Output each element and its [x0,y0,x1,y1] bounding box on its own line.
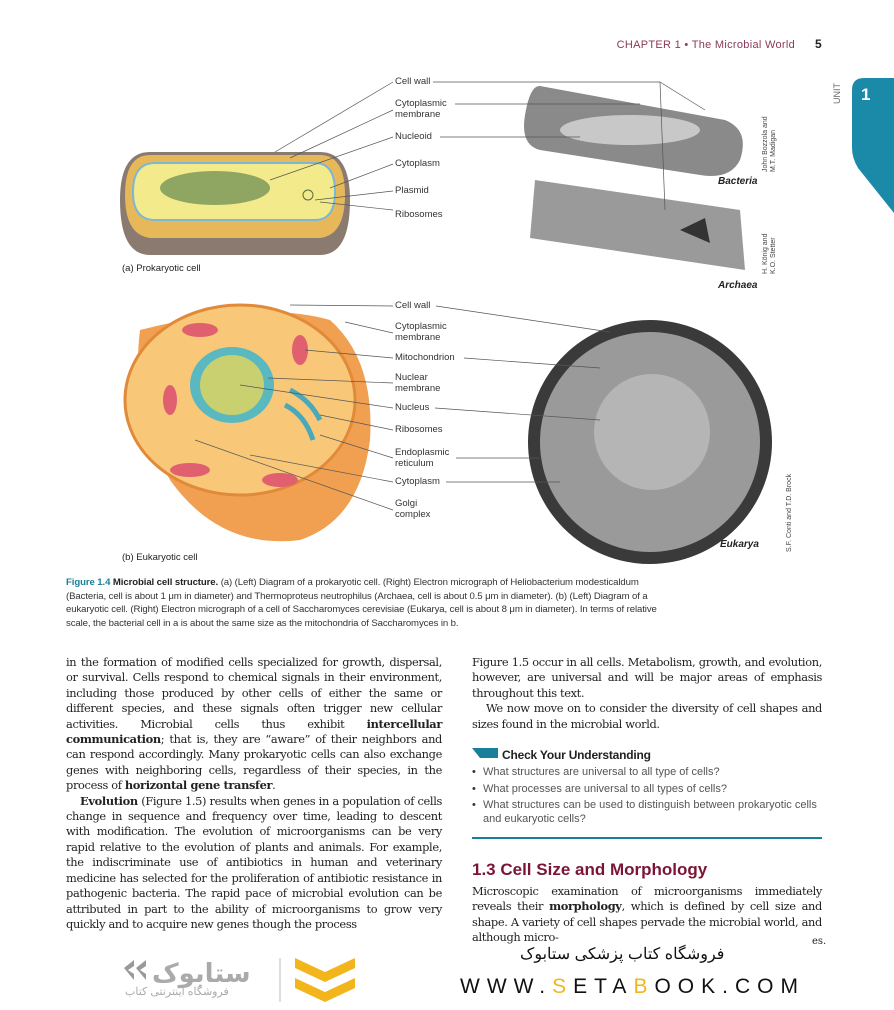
divider [472,837,822,839]
prokaryotic-cell-diagram [120,152,350,255]
key-term: intercellular communication [66,716,442,747]
paragraph: Figure 1.5 occur in all cells. Metabolism, growth, and evolution, however, are universal and will be major areas of emphasis throughout this text. [472,655,822,700]
text: WWW. [460,975,553,998]
label-plasmid: Plasmid [395,185,429,196]
label-endoplasmic-reticulum: Endoplasmic reticulum [395,447,450,469]
section-heading: 1.3 Cell Size and Morphology [472,860,708,879]
paragraph: We now move on to consider the diversity of cell shapes and sizes found in the microbial world. [472,701,822,731]
text: . [272,778,276,793]
text: in the formation of modified cells specialized for growth, dispersal, or survival. Cells respond to chemical signals in their environment, including those produced by other cells of either the same or different species, and these signals often trigger new cellular activities. Microbial cells thus exhibit [66,655,442,731]
page-number: 5 [815,37,822,51]
setabook-logo [120,950,365,1008]
check-title: Check Your Understanding [502,748,651,762]
credit-bacteria: John Bozzola and M.T. Madigan [762,116,777,172]
check-your-understanding [472,748,822,829]
label-nuclear-membrane: Nuclear membrane [395,372,441,394]
key-term: morphology [549,899,622,914]
key-term: horizontal gene transfer [124,778,273,793]
label-golgi-complex: Golgi complex [395,498,431,520]
text: OOK.COM [654,975,805,998]
figure-title: Microbial cell structure. [112,577,219,588]
credit-archaea: H. König and K.O. Stetter [762,233,777,274]
label-bacteria: Bacteria [718,176,758,187]
eukaryotic-cell-diagram [125,305,371,541]
text: ETA [573,975,634,998]
section-flag-icon [472,748,498,758]
credit-eukarya: S.F. Conti and T.D. Brock [786,473,793,552]
label-archaea: Archaea [718,280,758,291]
label-cell-wall: Cell wall [395,76,431,87]
figure-number: Figure 1.4 [66,577,111,588]
logo-text: ستابوک [152,959,251,989]
store-name: فروشگاه کتاب پزشکی ستابوک [520,946,725,963]
unit-label: UNIT [832,83,842,104]
chapter-title: CHAPTER 1 • The Microbial World [616,39,796,51]
subtitle-prokaryotic: (a) Prokaryotic cell [122,263,201,274]
label-cell-wall-b: Cell wall [395,300,431,311]
text: , which is defined by cell size and shape. A variety of cell shapes pervade the microbial world, and although micro- [472,899,822,945]
label-mitochondrion: Mitochondrion [395,352,455,363]
check-item: • What processes are universal to all types of cells? [472,783,822,797]
label-ribosomes-b: Ribosomes [395,424,443,435]
label-cytoplasm: Cytoplasm [395,158,440,169]
unit-number: 1 [861,85,871,104]
caption-text: (a) (Left) Diagram of a prokaryotic cell. (Right) Electron micrograph of Heliobacterium modesticaldum (Bacteria, cell is about 1 μm in diameter) and Thermoproteus neutrophilus (Archaea, cell is about 0.5 μm in diameter). (b) (Left) Diagram of a eukaryotic cell. (Right) Electron micrograph of a cell of Saccharomyces cerevisiae (Eukarya, cell is about 8 μm in diameter). In terms of relative scale, the bacterial cell in a is about the same size as the mitochondria of Saccharomyces in b. [66,577,657,629]
subtitle-eukaryotic: (b) Eukaryotic cell [122,552,198,563]
text-fragment: es. [812,936,827,947]
eukarya-micrograph [528,320,772,564]
store-url [460,975,805,999]
figure-caption [66,576,668,630]
check-item: • What structures are universal to all type of cells? [472,766,822,780]
label-nucleus: Nucleus [395,402,430,413]
label-ribosomes: Ribosomes [395,209,443,220]
label-cytoplasm-b: Cytoplasm [395,476,440,487]
paragraph [66,655,442,794]
logo-subtitle: فروشگاه اینترنتی کتاب [125,986,229,998]
paragraph [472,884,822,946]
right-column-top [472,655,822,732]
left-column [66,655,442,935]
label-cytoplasmic-membrane-b: Cytoplasmic membrane [395,321,447,343]
check-item: • What structures can be used to distinguish between prokaryotic cells and eukaryotic cells? [472,799,822,826]
figure-1-4-artwork [0,60,894,570]
text: B [633,975,655,998]
text: S [552,975,574,998]
text: (Figure 1.5) results when genes in a population of cells change in sequence and frequency over time, leading to descent with modification. The evolution of microorganisms can be very rapid relative to the evolution of plants and animals. For example, the indiscriminate use of antibiotics in human and veterinary medicine has selected for the proliferation of antibiotic resistance in pathogenic bacteria. The rapid pace of microbial evolution can be attributed in part to the ability of microorganisms to grow very quickly and to acquire new genes though the process [66,793,442,931]
paragraph [66,794,442,933]
label-nucleoid: Nucleoid [395,131,432,142]
archaea-micrograph [530,180,745,270]
text: Microscopic examination of microorganisms immediately reveals their [472,884,822,914]
key-term: Evolution [80,793,138,808]
text: ; that is, they are “aware” of their neighbors and can respond accordingly. Many prokaryotic cells can also exchange genes with neighboring cells, regardless of their species, in the process of [66,732,442,793]
label-eukarya: Eukarya [720,539,759,550]
running-header [560,37,822,51]
label-cytoplasmic-membrane: Cytoplasmic membrane [395,98,447,120]
bacteria-micrograph [524,86,743,176]
right-column-bottom [472,884,822,945]
